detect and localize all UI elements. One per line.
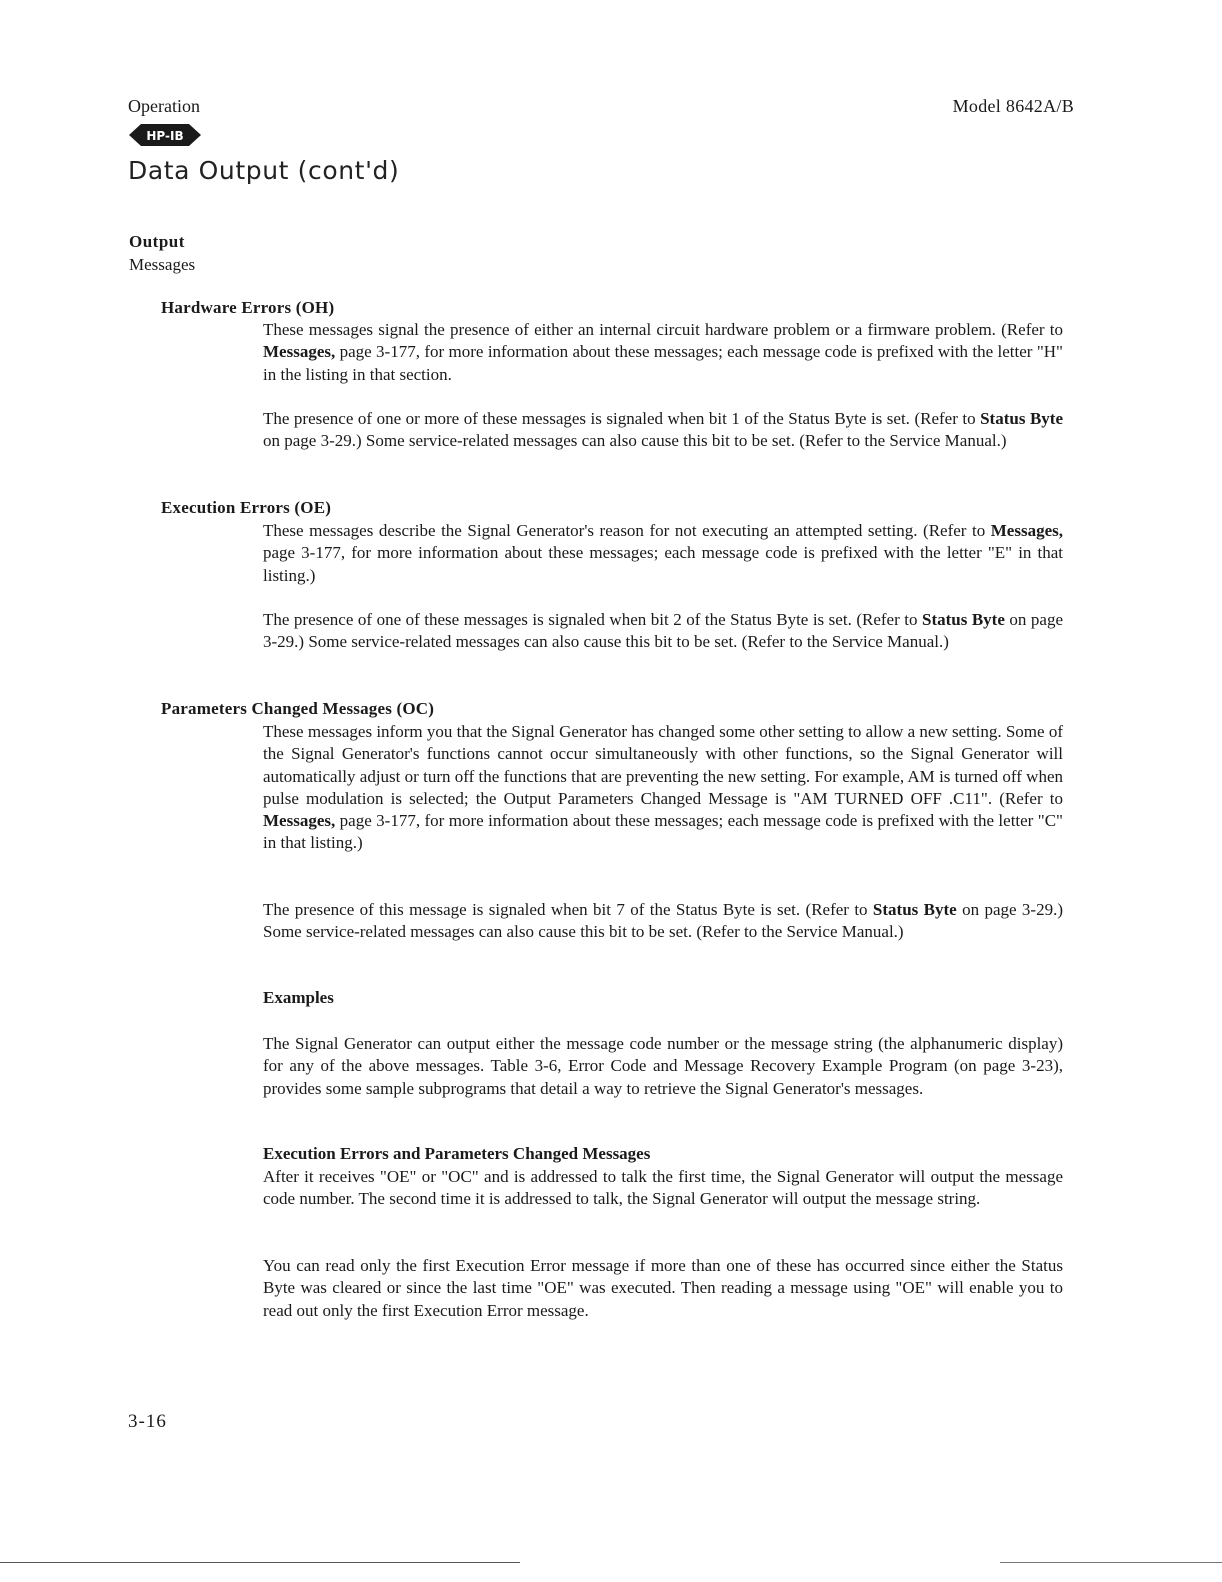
running-header-model: Model 8642A/B	[952, 96, 1074, 116]
page-title: Data Output (cont'd)	[128, 156, 400, 185]
section-label-line2: Messages	[129, 255, 196, 274]
execution-errors-paragraph-2: The presence of one of these messages is signaled when bit 2 of the Status Byte is set. (Refer to Status Byte on page 3-29.) Some service-related messages can also cause this bit to be set. (Refer to the Service Manual.)	[263, 610, 1063, 652]
parameters-changed-heading: Parameters Changed Messages (OC)	[161, 699, 435, 718]
examples-heading: Examples	[263, 988, 334, 1007]
parameters-changed-paragraph-1: These messages inform you that the Signal Generator has changed some other setting to allow a new setting. Some of the Signal Generator's functions cannot occur simultaneously with other functions, so the Signal Generator will automatically adjust or turn off the functions that are preventing the new setting. For example, AM is turned off when pulse modulation is selected; the Output Parameters Changed Message is "AM TURNED OFF .C11". (Refer to Messages, page 3-177, for more information about these messages; each message code is prefixed with the letter "C" in that listing.)	[263, 722, 1063, 853]
hardware-errors-paragraph-1: These messages signal the presence of either an internal circuit hardware problem or a firmware problem. (Refer to Messages, page 3-177, for more information about these messages; each message code is prefixed with the letter "H" in the listing in that section.	[263, 320, 1063, 384]
examples-paragraph-3: You can read only the first Execution Error message if more than one of these has occurred since either the Status Byte was cleared or since the last time "OE" was executed. Then reading a message using "OE" will enable you to read out only the first Execution Error message.	[263, 1256, 1063, 1320]
bottom-scan-rule-right	[1000, 1562, 1222, 1563]
examples-paragraph-1: The Signal Generator can output either the message code number or the message string (the alphanumeric display) for any of the above messages. Table 3-6, Error Code and Message Recovery Example Program (on page 3-23), provides some sample subprograms that detail a way to retrieve the Signal Generator's messages.	[263, 1034, 1063, 1098]
section-label	[129, 230, 195, 276]
bottom-scan-rule	[0, 1562, 520, 1563]
execution-errors-paragraph-1: These messages describe the Signal Generator's reason for not executing an attempted setting. (Refer to Messages, page 3-177, for more information about these messages; each message code is prefixed with the letter "E" in that listing.)	[263, 521, 1063, 585]
parameters-changed-paragraph-2: The presence of this message is signaled when bit 7 of the Status Byte is set. (Refer to Status Byte on page 3-29.) Some service-related messages can also cause this bit to be set. (Refer to the Service Manual.)	[263, 900, 1063, 942]
hardware-errors-heading: Hardware Errors (OH)	[161, 298, 335, 317]
examples-paragraph-2: After it receives "OE" or "OC" and is addressed to talk the first time, the Signal Generator will output the message code number. The second time it is addressed to talk, the Signal Generator will output the message string.	[263, 1167, 1063, 1209]
hpib-logo	[129, 123, 201, 147]
hardware-errors-paragraph-2: The presence of one or more of these messages is signaled when bit 1 of the Status Byte is set. (Refer to Status Byte on page 3-29.) Some service-related messages can also cause this bit to be set. (Refer to the Service Manual.)	[263, 409, 1063, 451]
section-label-line1: Output	[129, 232, 185, 251]
examples-subheading: Execution Errors and Parameters Changed Messages	[263, 1144, 651, 1163]
hpib-logo-text: HP-IB	[146, 129, 184, 143]
execution-errors-heading: Execution Errors (OE)	[161, 498, 332, 517]
page-number: 3-16	[128, 1411, 167, 1432]
running-header-section: Operation	[128, 96, 200, 116]
